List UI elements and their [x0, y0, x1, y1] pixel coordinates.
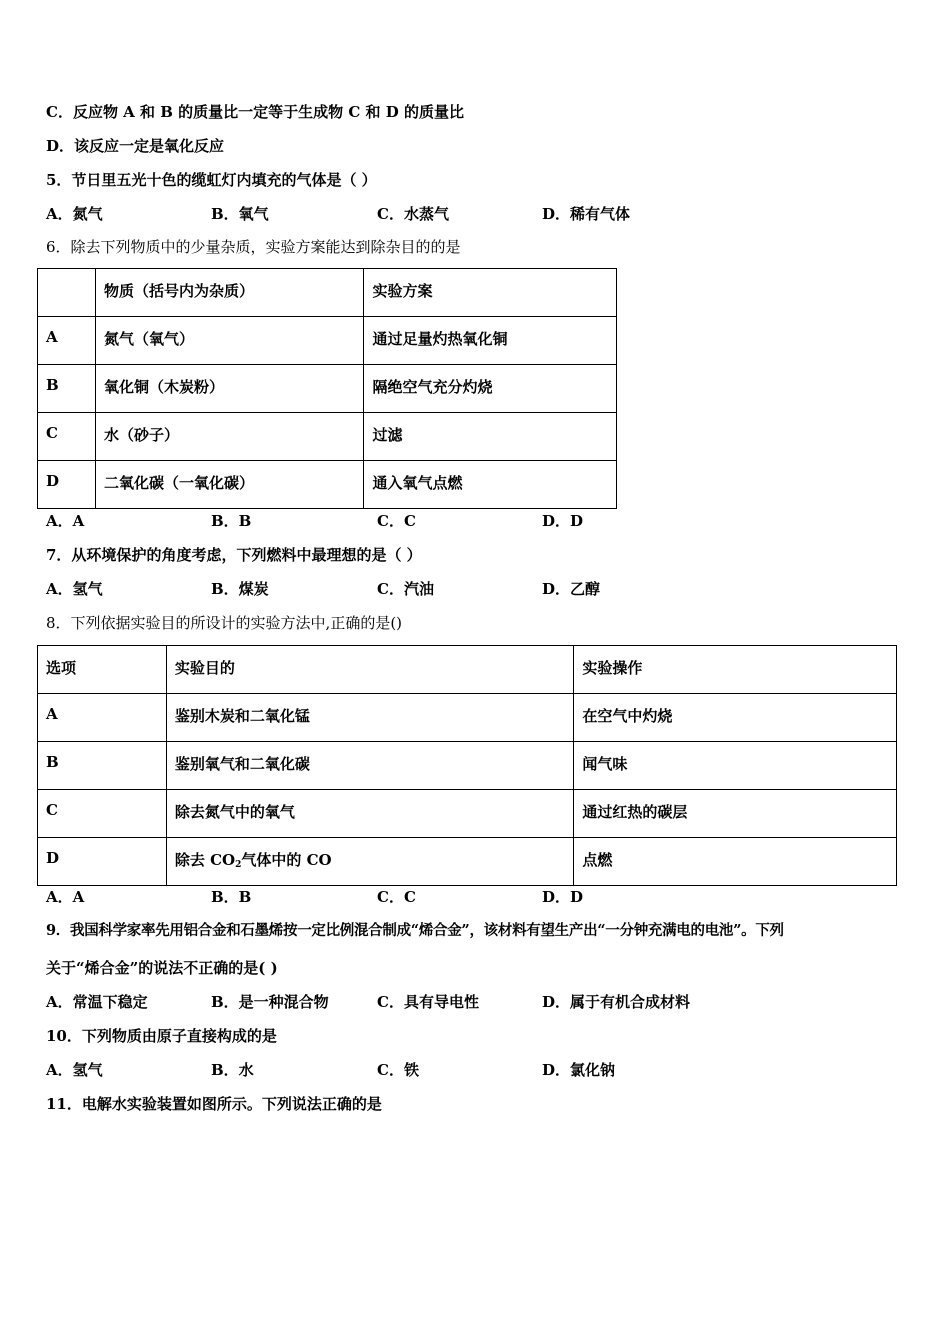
table-row	[38, 742, 897, 790]
q7-option-b: B．煤炭	[211, 580, 269, 598]
q7-option-d: D．乙醇	[542, 580, 601, 598]
q9-option-b: B．是一种混合物	[211, 993, 329, 1011]
q10-option-a: A．氢气	[46, 1061, 103, 1079]
q7-stem: 7．从环境保护的角度考虑，下列燃料中最理想的是（ ）	[46, 546, 422, 564]
q6-option-a: A．A	[46, 512, 85, 530]
table-cell: 点燃	[574, 838, 897, 886]
q8-option-a: A．A	[46, 888, 85, 906]
q10-option-b: B．水	[211, 1061, 254, 1079]
goal-suffix: 气体中的 CO	[241, 851, 332, 869]
table-cell: 除去氮气中的氧气	[166, 790, 574, 838]
q6-option-c: C．C	[377, 512, 416, 530]
q6-stem: 6．除去下列物质中的少量杂质，实验方案能达到除杂目的的是	[46, 238, 461, 256]
q7-option-a: A．氢气	[46, 580, 103, 598]
table-header-row	[38, 269, 617, 317]
goal-prefix: 除去 CO	[174, 851, 236, 869]
table-row	[38, 413, 617, 461]
q7-option-c: C．汽油	[377, 580, 434, 598]
table-cell: 在空气中灼烧	[574, 694, 897, 742]
table-cell: 实验目的	[166, 646, 574, 694]
q8-option-c: C．C	[377, 888, 416, 906]
table-cell: 实验方案	[364, 269, 617, 317]
table-cell: 实验操作	[574, 646, 897, 694]
table-cell: D	[38, 461, 96, 509]
table-header-row	[38, 646, 897, 694]
table-cell: 氧化铜（木炭粉）	[95, 365, 364, 413]
table-cell: B	[38, 365, 96, 413]
q4-option-d: D．该反应一定是氧化反应	[46, 137, 225, 155]
q5-stem: 5．节日里五光十色的缆虹灯内填充的气体是（ ）	[46, 171, 377, 189]
table-row	[38, 461, 617, 509]
q5-option-b: B．氧气	[211, 205, 269, 223]
table-cell	[166, 838, 574, 886]
table-cell: D	[38, 838, 167, 886]
q4-option-c: C．反应物 A 和 B 的质量比一定等于生成物 C 和 D 的质量比	[46, 103, 464, 121]
table-row	[38, 365, 617, 413]
q5-option-c: C．水蒸气	[377, 205, 449, 223]
table-cell: 二氧化碳（一氧化碳）	[95, 461, 364, 509]
q10-option-d: D．氯化钠	[542, 1061, 616, 1079]
q8-table	[37, 645, 897, 886]
q11-stem: 11．电解水实验装置如图所示。下列说法正确的是	[46, 1095, 382, 1113]
table-row	[38, 790, 897, 838]
q10-option-c: C．铁	[377, 1061, 419, 1079]
table-cell: A	[38, 694, 167, 742]
table-cell: 水（砂子）	[95, 413, 364, 461]
q6-option-d: D．D	[542, 512, 584, 530]
table-cell: B	[38, 742, 167, 790]
subscript: 2	[235, 860, 242, 870]
table-cell: 鉴别木炭和二氧化锰	[166, 694, 574, 742]
table-cell: C	[38, 790, 167, 838]
q9-option-a: A．常温下稳定	[46, 993, 148, 1011]
table-row	[38, 838, 897, 886]
q9-stem-line1: 9．我国科学家率先用铝合金和石墨烯按一定比例混合制成“烯合金”，该材料有望生产出“一分钟充满电的电池”。下列	[46, 922, 784, 939]
q9-option-d: D．属于有机合成材料	[542, 993, 691, 1011]
q8-option-d: D．D	[542, 888, 584, 906]
q8-stem: 8．下列依据实验目的所设计的实验方法中,正确的是()	[46, 614, 403, 632]
table-cell	[38, 269, 96, 317]
table-cell: 氮气（氧气）	[95, 317, 364, 365]
q9-option-c: C．具有导电性	[377, 993, 479, 1011]
table-row	[38, 317, 617, 365]
table-cell: 过滤	[364, 413, 617, 461]
q9-stem-line2: 关于“烯合金”的说法不正确的是( )	[46, 959, 278, 977]
table-cell: C	[38, 413, 96, 461]
q6-option-b: B．B	[211, 512, 252, 530]
q10-stem: 10．下列物质由原子直接构成的是	[46, 1027, 277, 1045]
q8-option-b: B．B	[211, 888, 252, 906]
q5-option-a: A．氮气	[46, 205, 103, 223]
table-cell: 选项	[38, 646, 167, 694]
q6-table	[37, 268, 617, 509]
table-cell: 通过足量灼热氧化铜	[364, 317, 617, 365]
table-cell: 闻气味	[574, 742, 897, 790]
table-cell: 通过红热的碳层	[574, 790, 897, 838]
table-cell: A	[38, 317, 96, 365]
q5-option-d: D．稀有气体	[542, 205, 631, 223]
table-cell: 通入氧气点燃	[364, 461, 617, 509]
table-cell: 鉴别氧气和二氧化碳	[166, 742, 574, 790]
table-cell: 隔绝空气充分灼烧	[364, 365, 617, 413]
table-cell: 物质（括号内为杂质）	[95, 269, 364, 317]
table-row	[38, 694, 897, 742]
